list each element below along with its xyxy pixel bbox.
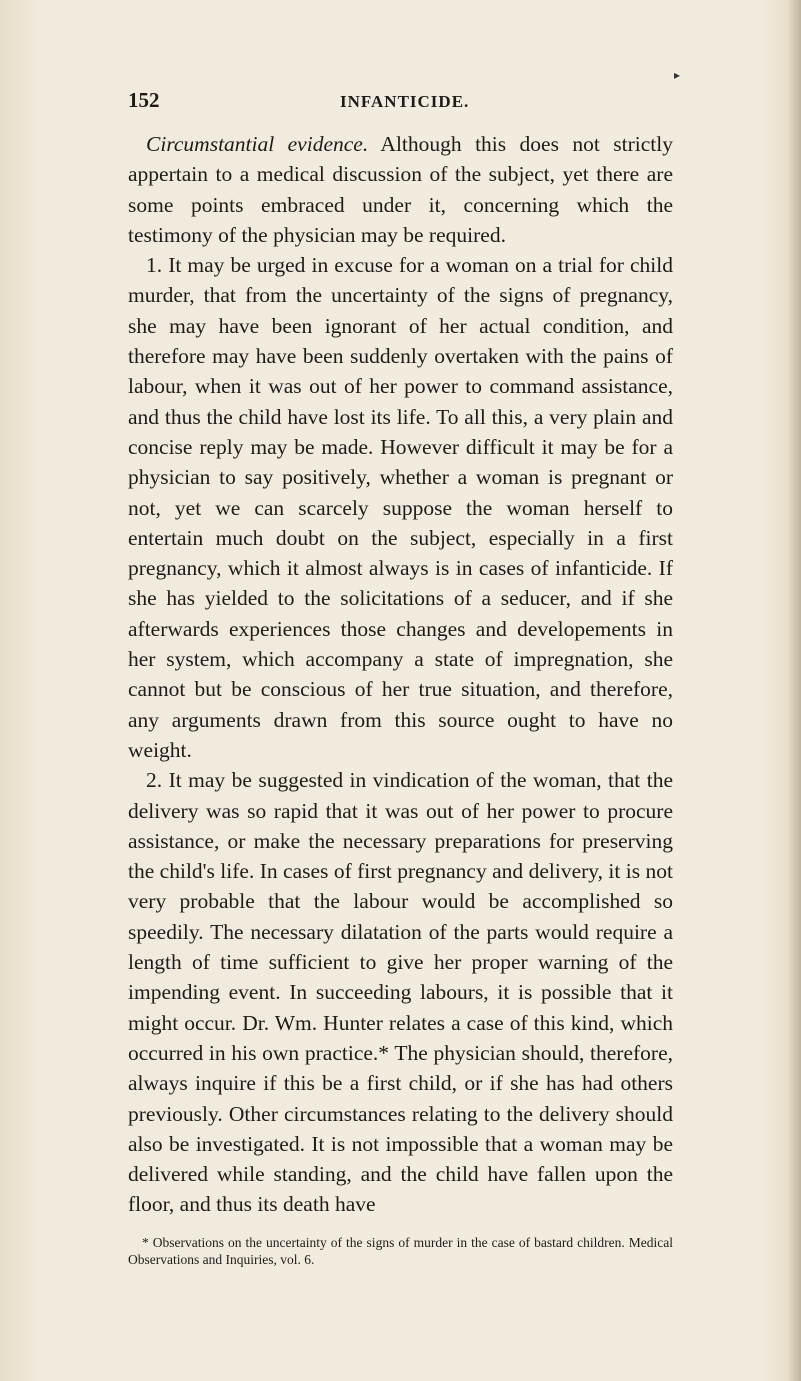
running-head: INFANTICIDE. <box>340 92 470 111</box>
body-text <box>128 129 673 1220</box>
footnote: * Observations on the uncertainty of the signs of murder in the case of bastard children. Medical Observations and Inquiries, vol. 6. <box>128 1235 673 1267</box>
paragraph-text: Although this does not strictly appertain to a medical discussion of the subject, yet there are some points embraced under it, concerning which the testimony of the physician may be required. <box>128 132 673 247</box>
footnotes <box>128 1234 673 1268</box>
paragraph-circumstantial-evidence <box>128 129 673 250</box>
paragraph-point-1: 1. It may be urged in excuse for a woman on a trial for child murder, that from the uncertainty of the signs of pregnancy, she may have been ignorant of her actual condition, and therefore may have been suddenly overtaken with the pains of labour, when it was out of her power to command assistance, and thus the child have lost its life. To all this, a very plain and concise reply may be made. However difficult it may be for a physician to say positively, whether a woman is pregnant or not, yet we can scarcely suppose the woman herself to entertain much doubt on the subject, especially in a first pregnancy, which it almost always is in cases of infanticide. If she has yielded to the solicitations of a seducer, and if she afterwards experiences those changes and developements in her system, which accompany a state of impregnation, she cannot but be conscious of her true situation, and therefore, any arguments drawn from this source ought to have no weight. <box>128 253 673 762</box>
stray-print-mark: ▸ <box>674 68 681 82</box>
paragraph-point-2: 2. It may be suggested in vindication of the woman, that the delivery was so rapid that it was out of her power to procure assistance, or make the necessary preparations for preserving the child's life. In cases of first pregnancy and delivery, it is not very probable that the labour would be accomplished so speedily. The necessary dilatation of the parts would require a length of time sufficient to give her proper warning of the impending event. In succeeding labours, it is possible that it might occur. Dr. Wm. Hunter relates a case of this kind, which occurred in his own practice.* The physician should, therefore, always inquire if this be a first child, or if she has had others previously. Other circumstances relating to the delivery should also be investigated. It is not impossible that a woman may be delivered while standing, and the child have fallen upon the floor, and thus its death have <box>128 768 673 1217</box>
page-edge-shadow <box>787 0 801 1381</box>
section-heading: Circumstantial evidence. <box>146 132 369 156</box>
page-header <box>128 88 673 118</box>
page-number: 152 <box>128 88 160 112</box>
